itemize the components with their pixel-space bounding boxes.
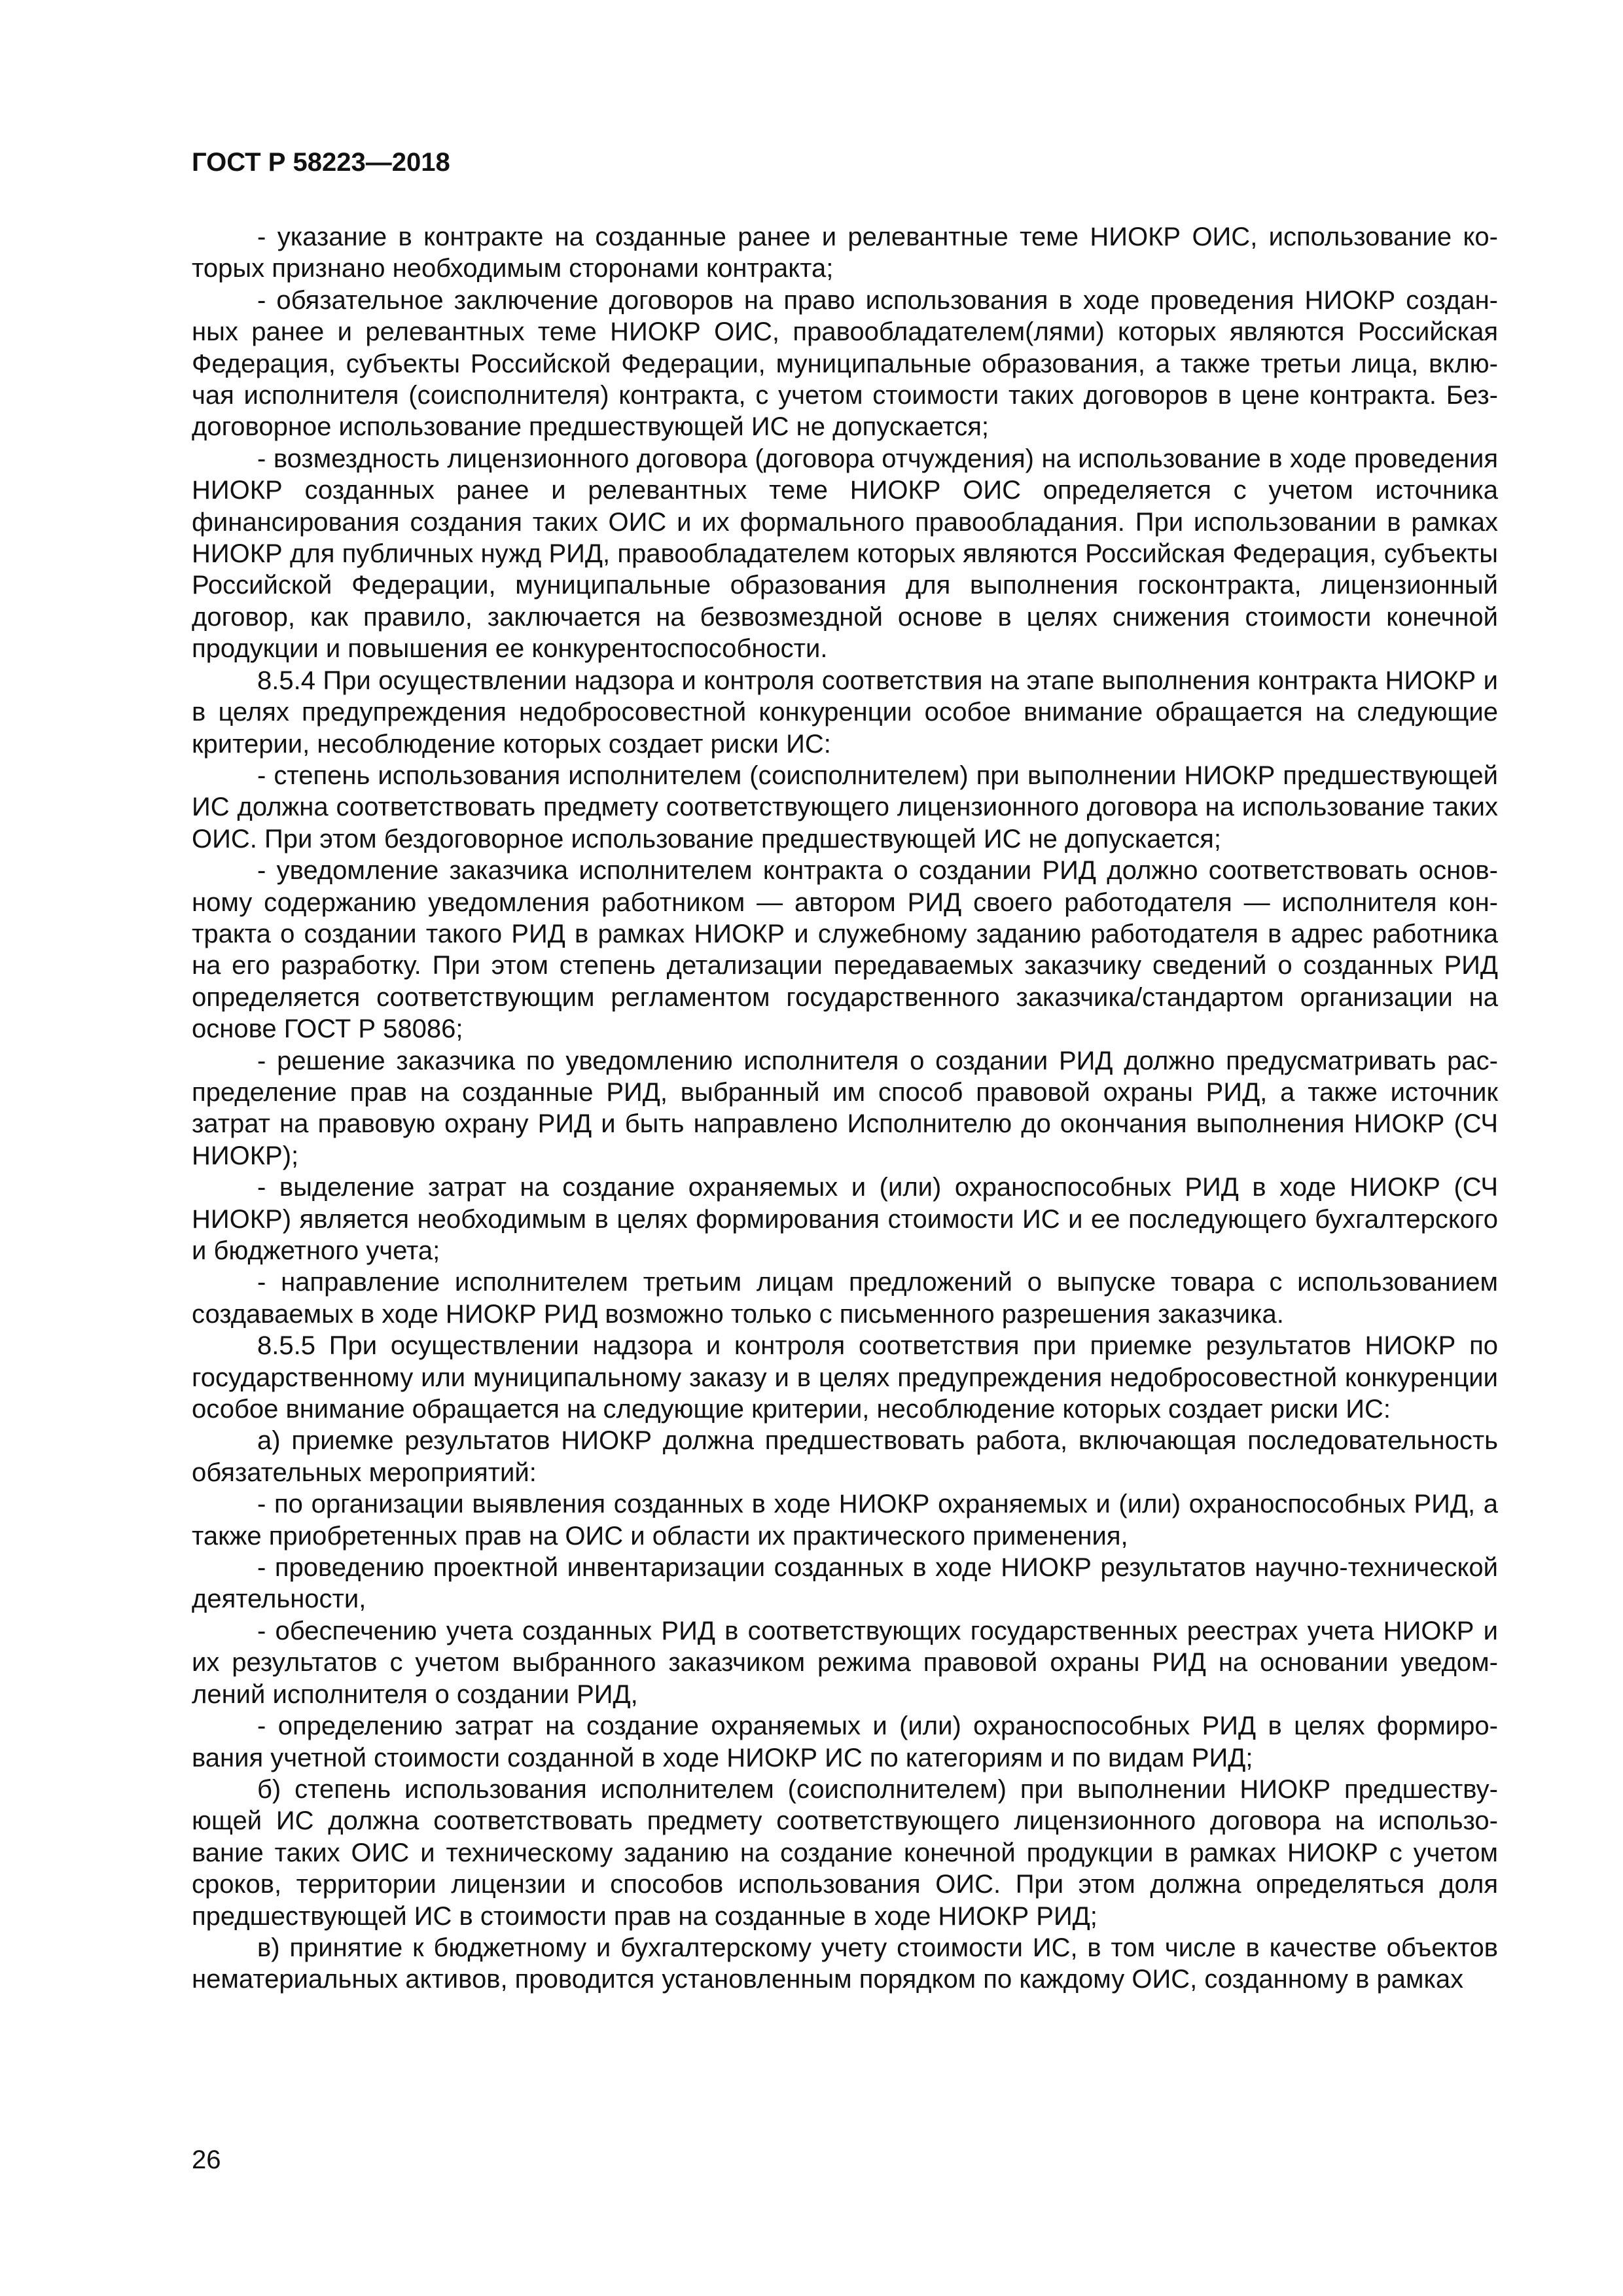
paragraph: а) приемке результатов НИОКР должна предшествовать работа, включающая последовательность обязательных мероприятий: — [192, 1426, 1498, 1487]
page-number: 26 — [192, 2145, 221, 2174]
paragraph: - обязательное заключение договоров на право использования в ходе проведения НИОКР созданных ранее и релевантных теме НИОКР ОИС, правообладателем(лями) которых являются Российская Федерация, субъекты Российской Федерации, муниципальные образования, а также третьи лица, включая исполнителя (соисполнителя) контракта, с учетом стоимости таких договоров в цене контракта. Бездоговорное использование предшествующей ИС не допускается; — [192, 285, 1498, 442]
paragraph: - решение заказчика по уведомлению исполнителя о создании РИД должно предусматривать распределение прав на созданные РИД, выбранный им способ правовой охраны РИД, а также источник затрат на правовую охрану РИД и быть направлено Исполнителю до окончания выполнения НИОКР (СЧ НИОКР); — [192, 1046, 1498, 1170]
document-code-header: ГОСТ Р 58223—2018 — [192, 148, 450, 177]
paragraph: в) принятие к бюджетному и бухгалтерскому учету стоимости ИС, в том числе в качестве объектов нематериальных активов, проводится установленным порядком по каждому ОИС, созданному в рамках — [192, 1933, 1498, 1994]
paragraph: - определению затрат на создание охраняемых и (или) охраноспособных РИД в целях формирования учетной стоимости созданной в ходе НИОКР ИС по категориям и по видам РИД; — [192, 1712, 1498, 1772]
paragraph: 8.5.5 При осуществлении надзора и контроля соответствия при приемке результатов НИОКР по государственному или муниципальному заказу и в целях предупреждения недобросовестной конкуренции особое внимание обращается на следующие критерии, несоблюдение которых создает риски ИС: — [192, 1331, 1498, 1424]
paragraph: - обеспечению учета созданных РИД в соответствующих государственных реестрах учета НИОКР и их результатов с учетом выбранного заказчиком режима правовой охраны РИД на основании уведомлений исполнителя о создании РИД, — [192, 1616, 1498, 1709]
paragraph: - по организации выявления созданных в ходе НИОКР охраняемых и (или) охраноспособных РИД, а также приобретенных прав на ОИС и области их практического применения, — [192, 1490, 1498, 1551]
paragraph: - указание в контракте на созданные ранее и релевантные теме НИОКР ОИС, использование которых признано необходимым сторонами контракта; — [192, 223, 1498, 283]
paragraph: - выделение затрат на создание охраняемых и (или) охраноспособных РИД в ходе НИОКР (СЧ НИОКР) является необходимым в целях формирования стоимости ИС и ее последующего бухгалтерского и бюджетного учета; — [192, 1173, 1498, 1265]
paragraph: - направление исполнителем третьим лицам предложений о выпуске товара с использованием создаваемых в ходе НИОКР РИД возможно только с письменного разрешения заказчика. — [192, 1268, 1498, 1329]
paragraph: - возмездность лицензионного договора (договора отчуждения) на использование в ходе проведения НИОКР созданных ранее и релевантных теме НИОКР ОИС определяется с учетом источника финансирования создания таких ОИС и их формального правообладания. При использовании в рамках НИОКР для публичных нужд РИД, правообладателем которых являются Российская Федерация, субъекты Российской Федерации, муниципальные образования для выполнения госконтракта, лицензионный договор, как правило, заключается на безвозмездной основе в целях снижения стоимости конечной продукции и повышения ее конкурентоспособности. — [192, 444, 1498, 664]
paragraph: - степень использования исполнителем (соисполнителем) при выполнении НИОКР предшествующей ИС должна соответствовать предмету соответствующего лицензионного договора на использование таких ОИС. При этом бездоговорное использование предшествующей ИС не допускается; — [192, 761, 1498, 853]
paragraph: - проведению проектной инвентаризации созданных в ходе НИОКР результатов научно-технической деятельности, — [192, 1553, 1498, 1614]
paragraph: 8.5.4 При осуществлении надзора и контроля соответствия на этапе выполнения контракта НИОКР и в целях предупреждения недобросовестной конкуренции особое внимание обращается на следующие критерии, несоблюдение которых создает риски ИС: — [192, 666, 1498, 759]
paragraph: б) степень использования исполнителем (соисполнителем) при выполнении НИОКР предшествующей ИС должна соответствовать предмету соответствующего лицензионного договора на использование таких ОИС и техническому заданию на создание конечной продукции в рамках НИОКР с учетом сроков, территории лицензии и способов использования ОИС. При этом должна определяться доля предшествующей ИС в стоимости прав на созданные в ходе НИОКР РИД; — [192, 1774, 1498, 1931]
paragraph: - уведомление заказчика исполнителем контракта о создании РИД должно соответствовать основному содержанию уведомления работником — автором РИД своего работодателя — исполнителя контракта о создании такого РИД в рамках НИОКР и служебному заданию работодателя в адрес работника на его разработку. При этом степень детализации передаваемых заказчику сведений о созданных РИД определяется соответствующим регламентом государственного заказчика/стандартом организации на основе ГОСТ Р 58086; — [192, 856, 1498, 1044]
document-body — [192, 221, 1498, 1996]
